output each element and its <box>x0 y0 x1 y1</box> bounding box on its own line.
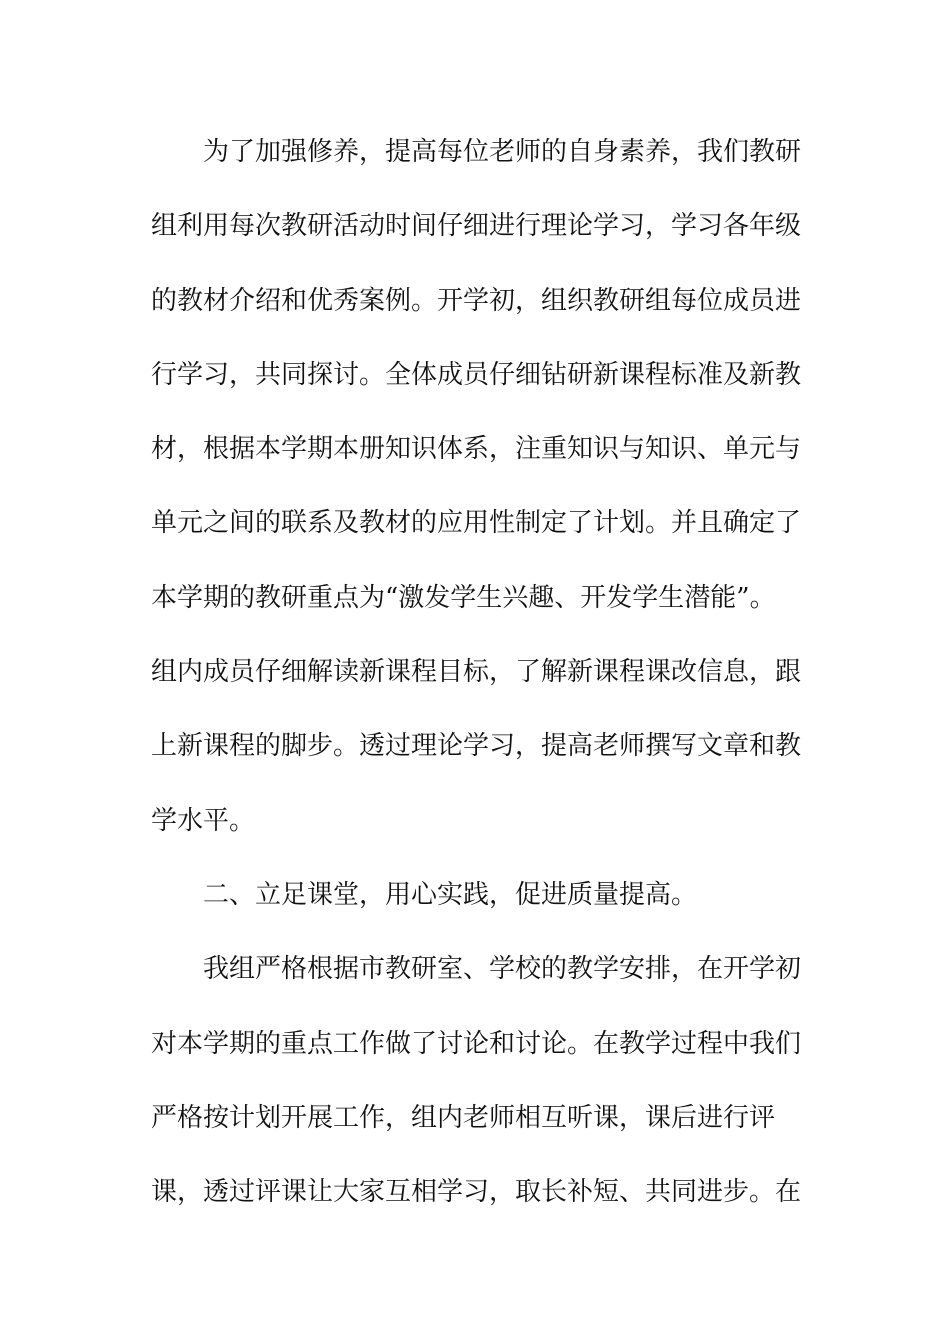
text-line: 对本学期的重点工作做了讨论和讨论。在教学过程中我们 <box>151 1028 802 1059</box>
text-line: 组内成员仔细解读新课程目标，了解新课程课改信息，跟 <box>151 657 802 688</box>
text-line: 行学习，共同探讨。全体成员仔细钻研新课程标准及新教 <box>151 359 802 390</box>
text-line: 材，根据本学期本册知识体系，注重知识与知识、单元与 <box>151 434 802 465</box>
text-line: 严格按计划开展工作，组内老师相互听课，课后进行评 <box>151 1102 776 1133</box>
text-line: 课，透过评课让大家互相学习，取长补短、共同进步。在 <box>151 1177 802 1208</box>
document-body <box>151 126 811 1240</box>
text-line: 组利用每次教研活动时间仔细进行理论学习，学习各年级 <box>151 211 802 242</box>
text-line: 我组严格根据市教研室、学校的教学安排，在开学初 <box>203 954 802 985</box>
text-line: 本学期的教研重点为“激发学生兴趣、开发学生潜能”。 <box>151 582 776 613</box>
text-line: 学水平。 <box>151 805 256 836</box>
text-line: 为了加强修养，提高每位老师的自身素养，我们教研 <box>203 137 802 167</box>
text-line: 上新课程的脚步。透过理论学习，提高老师撰写文章和教 <box>151 731 802 762</box>
section-heading: 二、立足课堂，用心实践，促进质量提高。 <box>203 879 698 910</box>
text-line: 的教材介绍和优秀案例。开学初，组织教研组每位成员进 <box>151 285 802 316</box>
text-line: 单元之间的联系及教材的应用性制定了计划。并且确定了 <box>151 508 802 539</box>
